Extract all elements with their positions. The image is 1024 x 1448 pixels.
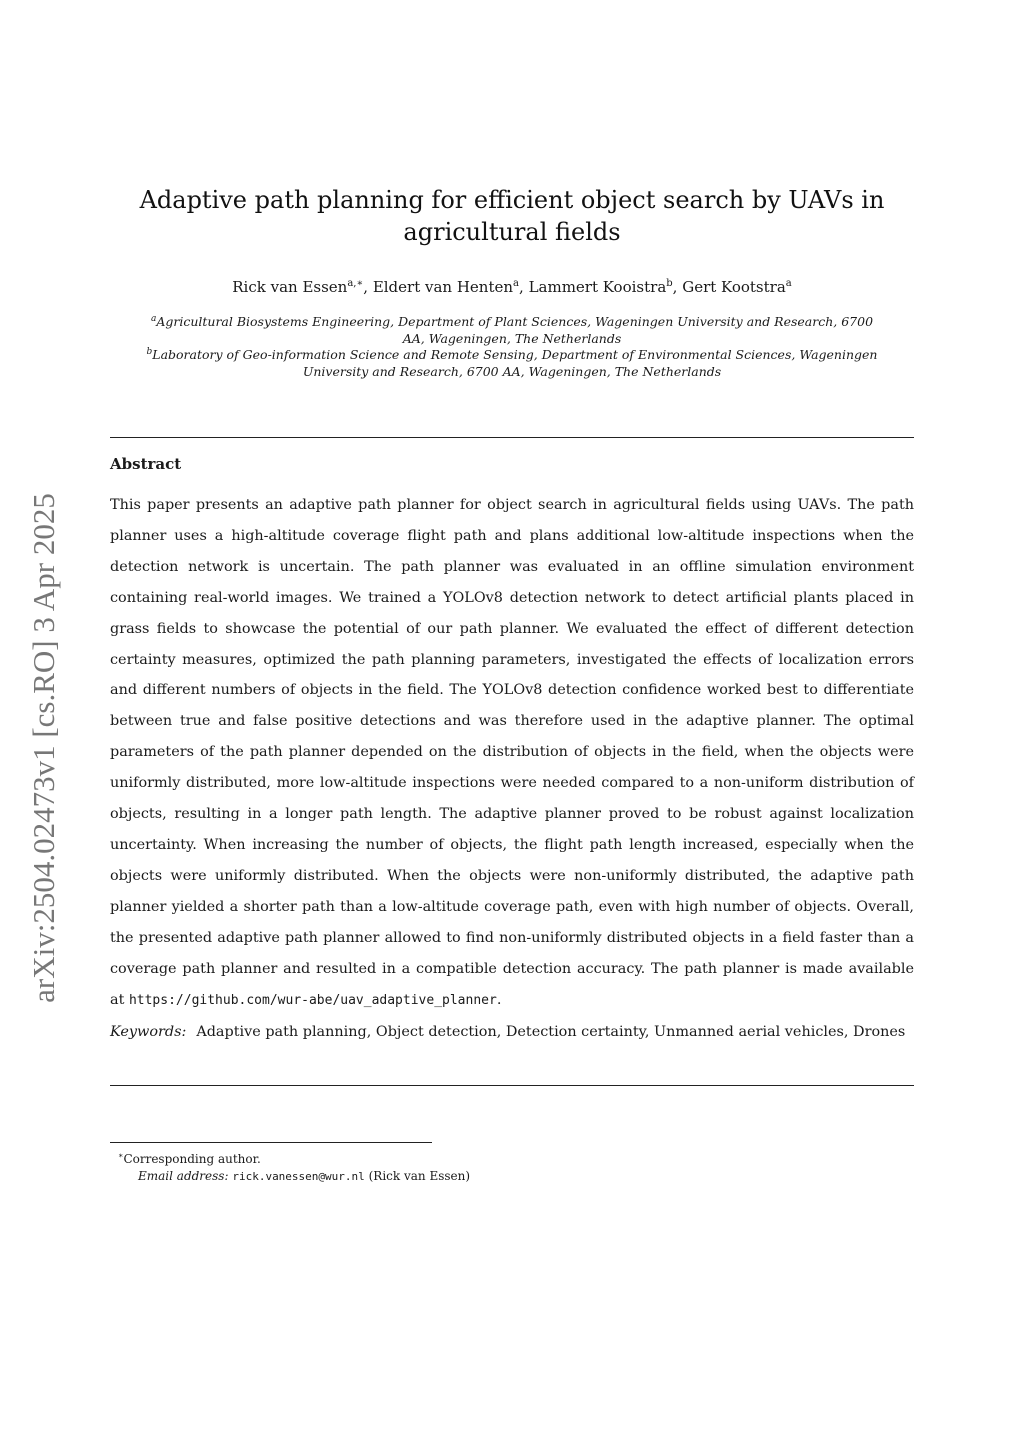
footnote — [118, 1147, 470, 1185]
abstract-text — [110, 490, 914, 1016]
abstract-heading: Abstract — [110, 455, 182, 473]
affiliation-mark: b — [146, 347, 153, 357]
affiliation-a — [140, 311, 884, 347]
author-separator: , — [672, 278, 683, 296]
author-name: Eldert van Henten — [372, 278, 514, 296]
abstract-bottom-rule — [110, 1085, 914, 1086]
author-name: Gert Kootstra — [682, 278, 786, 296]
author-affiliation-mark: b — [666, 278, 673, 289]
author-separator: , — [519, 278, 529, 296]
author-list — [110, 273, 914, 298]
footnote-corresponding — [118, 1147, 470, 1168]
email-label: Email address: — [138, 1169, 229, 1183]
footnote-mark: ∗ — [118, 1151, 124, 1160]
footnote-text: Corresponding author. — [123, 1152, 261, 1166]
keywords — [110, 1017, 914, 1048]
affiliation-mark: a — [150, 314, 157, 324]
keywords-label: Keywords: — [110, 1024, 187, 1040]
abstract-paragraph: This paper presents an adaptive path planner for object search in agricultural fields using UAVs. The path planner uses a high-altitude coverage flight path and plans additional low-altitude inspections when the detection network is uncertain. The path planner was evaluated in an offline simulation environment containing real-world images. We trained a YOLOv8 detection network to detect artificial plants placed in grass fields to showcase the potential of our path planner. We evaluated the effect of different detection certainty measures, optimized the path planning parameters, investigated the effects of localization errors and different numbers of objects in the field. The YOLOv8 detection confidence worked best to differentiate between true and false positive detections and was therefore used in the adaptive planner. The optimal parameters of the path planner depended on the distribution of objects in the field, when the objects were uniformly distributed, more low-altitude inspections were needed compared to a non-uniform distribution of objects, resulting in a longer path length. The adaptive planner proved to be robust against localization uncertainty. When increasing the number of objects, the flight path length increased, especially when the objects were uniformly distributed. When the objects were non-uniformly distributed, the adaptive path planner yielded a shorter path than a low-altitude coverage path, even with high number of objects. Overall, the presented adaptive path planner allowed to find non-uniformly distributed objects in a field faster than a coverage path planner and resulted in a compatible detection accuracy. The path planner is made available at — [110, 497, 914, 1008]
repository-link[interactable]: https://github.com/wur-abe/uav_adaptive_planner — [128, 992, 497, 1008]
keywords-text: Adaptive path planning, Object detection, Detection certainty, Unmanned aerial vehicles, Drones — [196, 1024, 906, 1040]
author-separator: , — [363, 278, 373, 296]
abstract-end-period: . — [496, 991, 502, 1008]
author-affiliation-mark: a — [513, 278, 520, 289]
author-affiliation-mark: a,∗ — [347, 278, 364, 289]
footnote-email-line — [118, 1168, 470, 1185]
paper-title: Adaptive path planning for efficient object search by UAVs in agricultural fields — [139, 186, 885, 246]
author-affiliation-mark: a — [785, 278, 792, 289]
affiliation-text: Agricultural Biosystems Engineering, Department of Plant Sciences, Wageningen University and Research, 6700 AA, Wageningen, The Netherlands — [156, 314, 874, 346]
abstract-top-rule — [110, 437, 914, 438]
author-name: Rick van Essen — [232, 278, 348, 296]
footnote-rule — [110, 1142, 432, 1143]
arxiv-identifier: arXiv:2504.02473v1 [cs.RO] 3 Apr 2025 — [26, 493, 61, 1003]
email-address[interactable]: rick.vanessen@wur.nl — [232, 1170, 365, 1183]
affiliation-b — [140, 344, 884, 380]
author-name: Lammert Kooistra — [528, 278, 667, 296]
affiliation-text: Laboratory of Geo-information Science and Remote Sensing, Department of Environmental Sciences, Wageningen University and Research, 6700 AA, Wageningen, The Netherlands — [152, 347, 878, 379]
email-owner: (Rick van Essen) — [368, 1169, 471, 1183]
